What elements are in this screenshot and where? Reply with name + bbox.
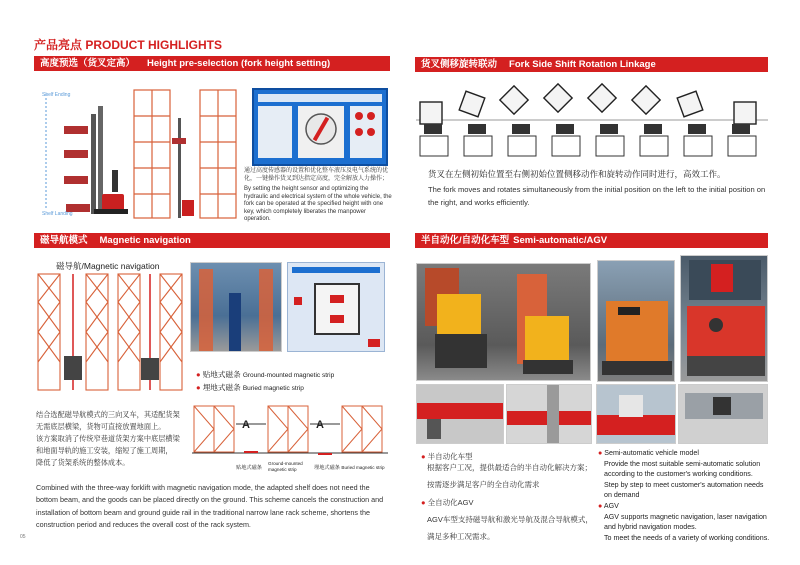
height-section-header bbox=[34, 56, 390, 71]
agv-photo bbox=[597, 260, 675, 382]
agv-lift-photo bbox=[680, 255, 768, 382]
fork-title-en: Fork Side Shift Rotation Linkage bbox=[509, 59, 656, 70]
page-title: 产品亮点 PRODUCT HIGHLIGHTS bbox=[34, 38, 222, 52]
dial-icon bbox=[304, 112, 338, 146]
height-title-cn: 高度预选（货叉定高） bbox=[40, 58, 136, 69]
detail-photo-3 bbox=[596, 384, 676, 444]
magnetic-rack-diagram bbox=[36, 272, 186, 394]
fork-title-cn: 货叉侧移旋转联动 bbox=[421, 59, 498, 70]
legend-dot-icon: ● bbox=[196, 370, 201, 379]
agv-list-en: ● Semi-automatic vehicle model Provide the most suitable semi-automatic solution according to the customer's working conditions. Step by step to meet customer's automation needs on demand ● AGV AGV supports magnetic navigation, laser navigation and hybrid navigation modes. To meet the needs of a variety of working conditions. bbox=[598, 449, 770, 542]
magnetic-diagram-label: 磁导航/Magnetic navigation bbox=[56, 261, 160, 271]
height-title-en: Height pre-selection (fork height setting) bbox=[147, 58, 331, 69]
fork-desc-cn: 货叉在左侧初始位置至右侧初始位置侧移动作和旋转动作同时进行，高效工作。 bbox=[428, 169, 726, 179]
fork-desc-en: The fork moves and rotates simultaneously from the initial position on the left to the initial position on the right, and works efficiently. bbox=[428, 185, 766, 207]
label-shelf-ending: Shelf Ending bbox=[42, 92, 71, 98]
legend-ground-strip bbox=[196, 369, 334, 380]
height-desc-cn: 通过高度传感器的设置和优化整车液压及电气系统的优化，一键操作货叉到达指定高度，完全解放人力操作； bbox=[244, 168, 389, 182]
legend-dot-icon: ● bbox=[196, 383, 201, 392]
magnetic-desc-cn: 结合选配磁导航模式的三向叉车，其适配货架 无需底层横梁，货物可直接放置地面上。 该方案取消了传统窄巷道货架方案中底层横梁 和地面导轨的施工安装，缩短了施工周期， 降低了货架系统的整体成本。 bbox=[36, 410, 180, 467]
agv-title-en: Semi-automatic/AGV bbox=[513, 235, 608, 246]
fork-section-header bbox=[415, 57, 768, 72]
agv-section-header bbox=[415, 233, 768, 248]
strip-label-1-cn: 贴地式磁条 bbox=[236, 465, 262, 471]
strip-label-2-en: Buried magnetic strip bbox=[341, 465, 385, 470]
strip-label-ground bbox=[236, 464, 262, 471]
section-marker-a-2: A bbox=[316, 419, 324, 431]
detail-photo-1 bbox=[416, 384, 504, 444]
navigation-screen bbox=[287, 262, 385, 352]
warehouse-photo bbox=[190, 262, 282, 352]
detail-photo-4 bbox=[678, 384, 768, 444]
legend-2-en: Buried magnetic strip bbox=[242, 385, 304, 392]
forklift-diagram bbox=[36, 84, 128, 220]
label-shelf-landing: Shelf Landing bbox=[42, 211, 73, 217]
legend-2-cn: 埋地式磁条 bbox=[202, 383, 241, 392]
strip-label-buried bbox=[314, 464, 385, 471]
magnetic-section-header bbox=[34, 233, 390, 248]
legend-buried-strip bbox=[196, 382, 304, 393]
legend-1-en: Ground-mounted magnetic strip bbox=[242, 372, 335, 379]
magnetic-title-cn: 磁导航模式 bbox=[40, 235, 88, 246]
magnetic-title-en: Magnetic navigation bbox=[99, 235, 191, 246]
magnetic-desc-en: Combined with the three-way forklift with magnetic navigation mode, the adapted shelf does not need the bottom beam, and the goods can be placed directly on the ground. This scheme cancels the construction and installation of bottom beam and ground guide rail in the traditional narrow lane rack scheme, shortens the construction period and reduces the overall cost of the rack system. bbox=[36, 483, 384, 530]
agv-list-cn: ● 半自动化车型 根据客户工况，提供最适合的半自动化解决方案； 按需逐步满足客户的全自动化需求 ● 全自动化AGV AGV车型支持磁导航和激光导航及混合导航模式， 满足多种工况需求。 bbox=[421, 451, 596, 542]
rack-height-diagram bbox=[132, 88, 242, 223]
rotation-diagram bbox=[416, 80, 768, 164]
detail-photo-2 bbox=[506, 384, 592, 444]
agv-title-cn: 半自动化/自动化车型 bbox=[421, 235, 510, 246]
section-marker-a: A bbox=[242, 419, 250, 431]
agv-item-en-2: ● AGV bbox=[598, 501, 619, 510]
height-desc-en: By setting the height sensor and optimizing the hydraulic and electrical system of the whole vehicle, the fork can be operated at the specified height with one key, which completely liberates the manpower operation. bbox=[244, 186, 392, 222]
strip-label-2-cn: 埋地式磁条 bbox=[314, 465, 340, 471]
control-panel-screen bbox=[252, 88, 388, 166]
cross-section-diagram bbox=[192, 402, 388, 456]
agv-item-2: ● 全自动化AGV bbox=[421, 498, 474, 507]
agv-item-1: ● 半自动化车型 bbox=[421, 452, 473, 461]
strip-label-1-en: Ground-mounted magnetic strip bbox=[268, 461, 303, 472]
semi-auto-photo bbox=[416, 263, 591, 381]
legend-1-cn: 贴地式磁条 bbox=[202, 370, 241, 379]
agv-item-en-1: ● Semi-automatic vehicle model bbox=[598, 449, 699, 457]
page-number: 05 bbox=[20, 534, 26, 540]
